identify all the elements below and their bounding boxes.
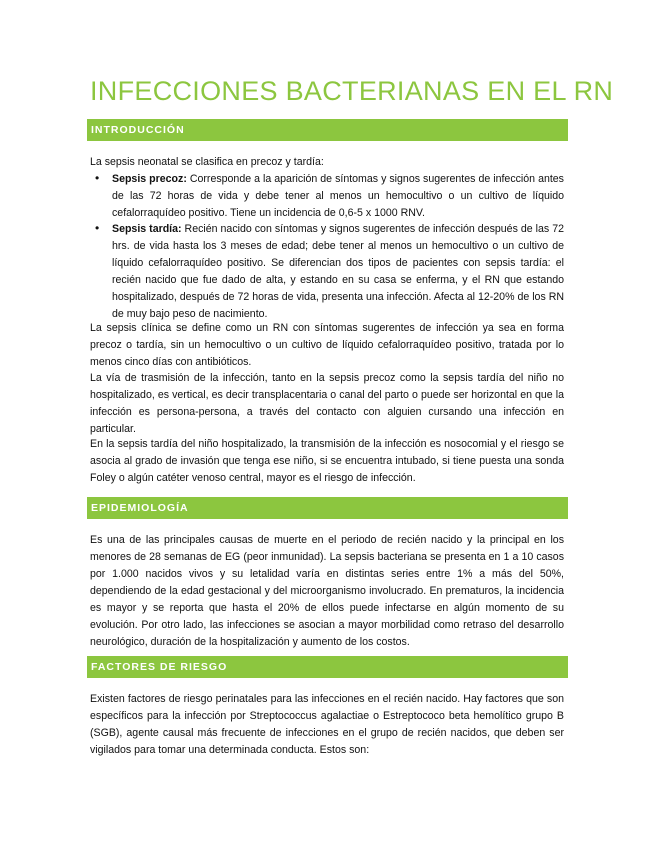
epidemiologia-paragraph: Es una de las principales causas de muerte en el periodo de recién nacido y la principal en los menores de 28 semanas de EG (peor inmunidad). La sepsis bacteriana se presenta en 1 a 10 casos por 1.000 nacidos vivos y su letalidad varía en distintas series entre 1% a más del 50%, dependiendo de la edad gestacional y del microorganismo involucrado. En prematuros, la incidencia es mayor y se reporta que hasta el 20% de ellos puede infectarse en algún momento de su evolución. Por otro lado, las infecciones se asocian a mayor morbilidad como retraso del desarrollo neurológico, duración de la hospitalización y aumento de los costos. — [90, 534, 564, 648]
intro-paragraph: La sepsis clínica se define como un RN con síntomas sugerentes de infección ya sea en forma precoz o tardía, sin un hemocultivo o un cultivo de líquido cefalorraquídeo positivo, tratada por lo menos cinco días con antibióticos. — [90, 322, 564, 368]
bullet-term: Sepsis tardía: — [112, 223, 182, 235]
intro-paragraph: La vía de trasmisión de la infección, tanto en la sepsis precoz como la sepsis tardía del niño no hospitalizado, es vertical, es decir transplacentaria o canal del parto o puede ser horizontal en que la infección es persona-persona, a través del contacto con alguien cursando una infección en particular. — [90, 372, 564, 435]
section-heading-introduccion: INTRODUCCIÓN — [87, 119, 568, 141]
page-title: INFECCIONES BACTERIANAS EN EL RN — [90, 76, 614, 106]
bullet-icon: • — [95, 171, 100, 185]
bullet-text: Corresponde a la aparición de síntomas y signos sugerentes de infección antes de las 72 horas de vida y debe tener al menos un hemocultivo o un cultivo de líquido cefalorraquídeo positivo. Tiene un incidencia de 0,6-5 x 1000 RNV. — [112, 173, 564, 219]
factores-paragraph: Existen factores de riesgo perinatales para las infecciones en el recién nacido. Hay factores que son específicos para la infección por Streptococcus agalactiae o Estreptococo beta hemolítico grupo B (SGB), agente causal más frecuente de infecciones en el grupo de recién nacidos, que deben ser vigilados para tomar una determinada conducta. Estos son: — [90, 693, 564, 756]
intro-paragraph: En la sepsis tardía del niño hospitalizado, la transmisión de la infección es nosocomial y el riesgo se asocia al grado de invasión que tenga ese niño, si se encuentra intubado, si tiene puesta una sonda Foley o algún catéter venoso central, mayor es el riesgo de infección. — [90, 438, 564, 484]
bullet-term: Sepsis precoz: — [112, 173, 187, 185]
bullet-text: Recién nacido con síntomas y signos sugerentes de infección después de las 72 hrs. de vida hasta los 3 meses de edad; debe tener al menos un hemocultivo o un cultivo de líquido cefalorraquídeo positivo. Se diferencian dos tipos de pacientes con sepsis tardía: el recién nacido que fue dado de alta, y estando en su casa se enferma, y el RN que estando hospitalizado, después de 72 horas de vida, presenta una infección. Afecta al 12-20% de los RN de muy bajo peso de nacimiento. — [112, 223, 564, 320]
bullet-icon: • — [95, 221, 100, 235]
bullet-item-sepsis-tardia — [112, 221, 564, 323]
intro-lead: La sepsis neonatal se clasifica en precoz y tardía: — [90, 156, 324, 168]
section-heading-epidemiologia: EPIDEMIOLOGÍA — [87, 497, 568, 519]
section-heading-factores: FACTORES DE RIESGO — [87, 656, 568, 678]
bullet-item-sepsis-precoz — [112, 171, 564, 222]
